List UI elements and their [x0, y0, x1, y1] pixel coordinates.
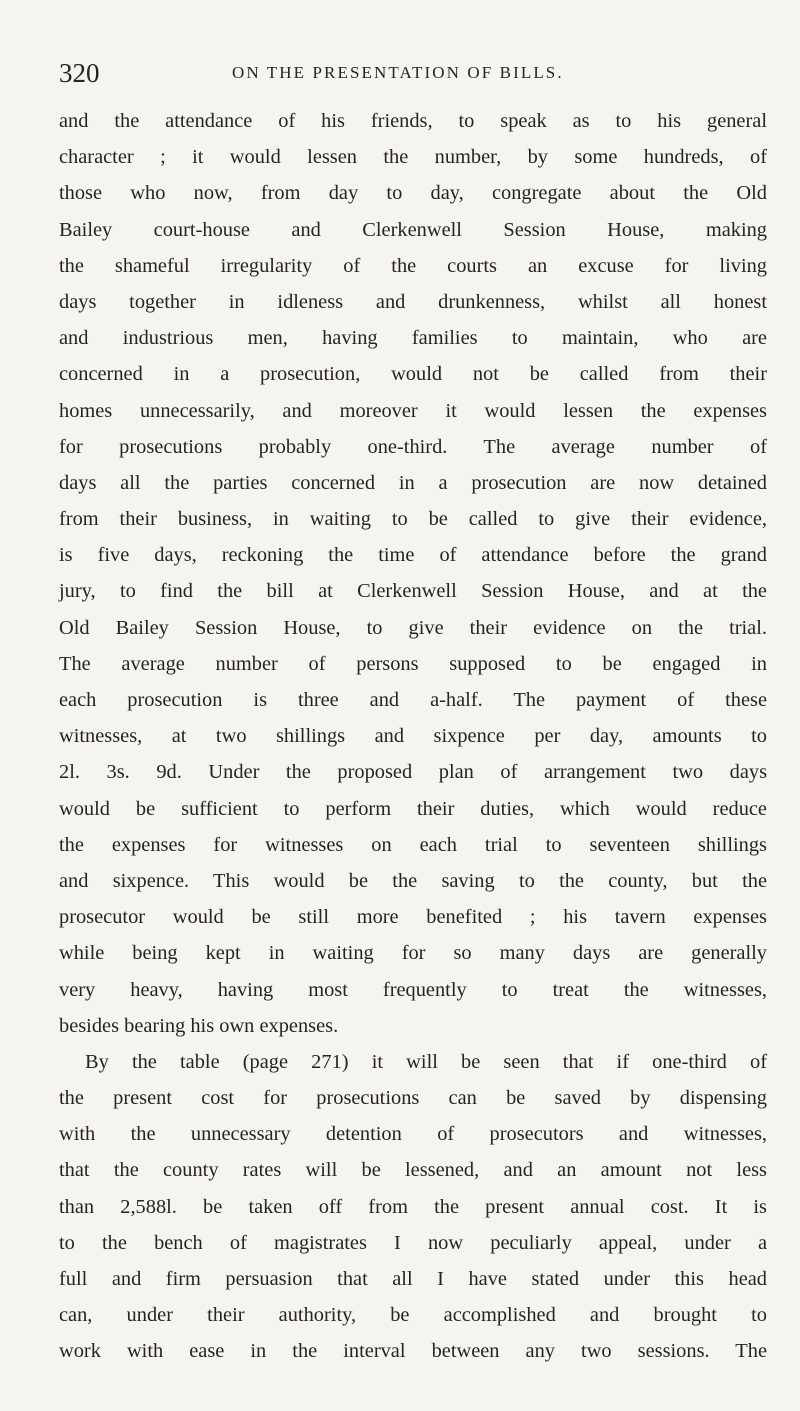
text-line: homes unnecessarily, and moreover it would lessen the expenses	[59, 399, 767, 422]
text-line: that the county rates will be lessened, and an amount not less	[59, 1159, 767, 1182]
text-line: 2l. 3s. 9d. Under the proposed plan of arrangement two days	[59, 761, 767, 784]
text-line: character ; it would lessen the number, by some hundreds, of	[59, 146, 767, 169]
body-text	[59, 103, 767, 1370]
page-number: 320	[59, 58, 100, 88]
text-line: witnesses, at two shillings and sixpence per day, amounts to	[59, 725, 767, 748]
text-line: concerned in a prosecution, would not be called from their	[59, 363, 767, 386]
text-line: the present cost for prosecutions can be saved by dispensing	[59, 1087, 767, 1110]
text-line: and industrious men, having families to maintain, who are	[59, 327, 767, 350]
text-line: would be sufficient to perform their duties, which would reduce	[59, 797, 767, 820]
text-line: prosecutor would be still more benefited ; his tavern expenses	[59, 906, 767, 929]
text-line: Old Bailey Session House, to give their evidence on the trial.	[59, 616, 767, 639]
text-line: the expenses for witnesses on each trial to seventeen shillings	[59, 833, 767, 856]
text-line: while being kept in waiting for so many days are generally	[59, 942, 767, 965]
text-line: jury, to find the bill at Clerkenwell Session House, and at the	[59, 580, 767, 603]
text-line: and the attendance of his friends, to speak as to his general	[59, 110, 767, 132]
text-line: from their business, in waiting to be called to give their evidence,	[59, 508, 767, 531]
text-line: full and firm persuasion that all I have stated under this head	[59, 1268, 767, 1290]
text-line: can, under their authority, be accomplished and brought to	[59, 1304, 767, 1327]
text-line: The average number of persons supposed to be engaged in	[59, 652, 767, 675]
running-head: ON THE PRESENTATION OF BILLS.	[232, 63, 564, 82]
text-line: to the bench of magistrates I now peculiarly appeal, under a	[59, 1231, 767, 1254]
text-line: work with ease in the interval between any two sessions. The	[59, 1340, 767, 1363]
text-line: besides bearing his own expenses.	[59, 1014, 339, 1037]
text-line: is five days, reckoning the time of attendance before the grand	[59, 544, 767, 567]
text-line: very heavy, having most frequently to treat the witnesses,	[59, 978, 767, 1001]
text-line: the shameful irregularity of the courts an excuse for living	[59, 254, 767, 277]
text-line: Bailey court-house and Clerkenwell Session House, making	[59, 218, 767, 241]
text-line: and sixpence. This would be the saving to the county, but the	[59, 869, 767, 892]
text-line: each prosecution is three and a-half. The payment of these	[59, 689, 767, 711]
text-line: By the table (page 271) it will be seen that if one-third of	[85, 1050, 767, 1073]
text-line: with the unnecessary detention of prosecutors and witnesses,	[59, 1123, 767, 1146]
text-line: than 2,588l. be taken off from the present annual cost. It is	[59, 1195, 767, 1218]
text-line: days all the parties concerned in a prosecution are now detained	[59, 471, 767, 494]
text-line: those who now, from day to day, congregate about the Old	[59, 182, 767, 205]
text-line: days together in idleness and drunkenness, whilst all honest	[59, 290, 767, 313]
text-line: for prosecutions probably one-third. The average number of	[59, 435, 767, 458]
